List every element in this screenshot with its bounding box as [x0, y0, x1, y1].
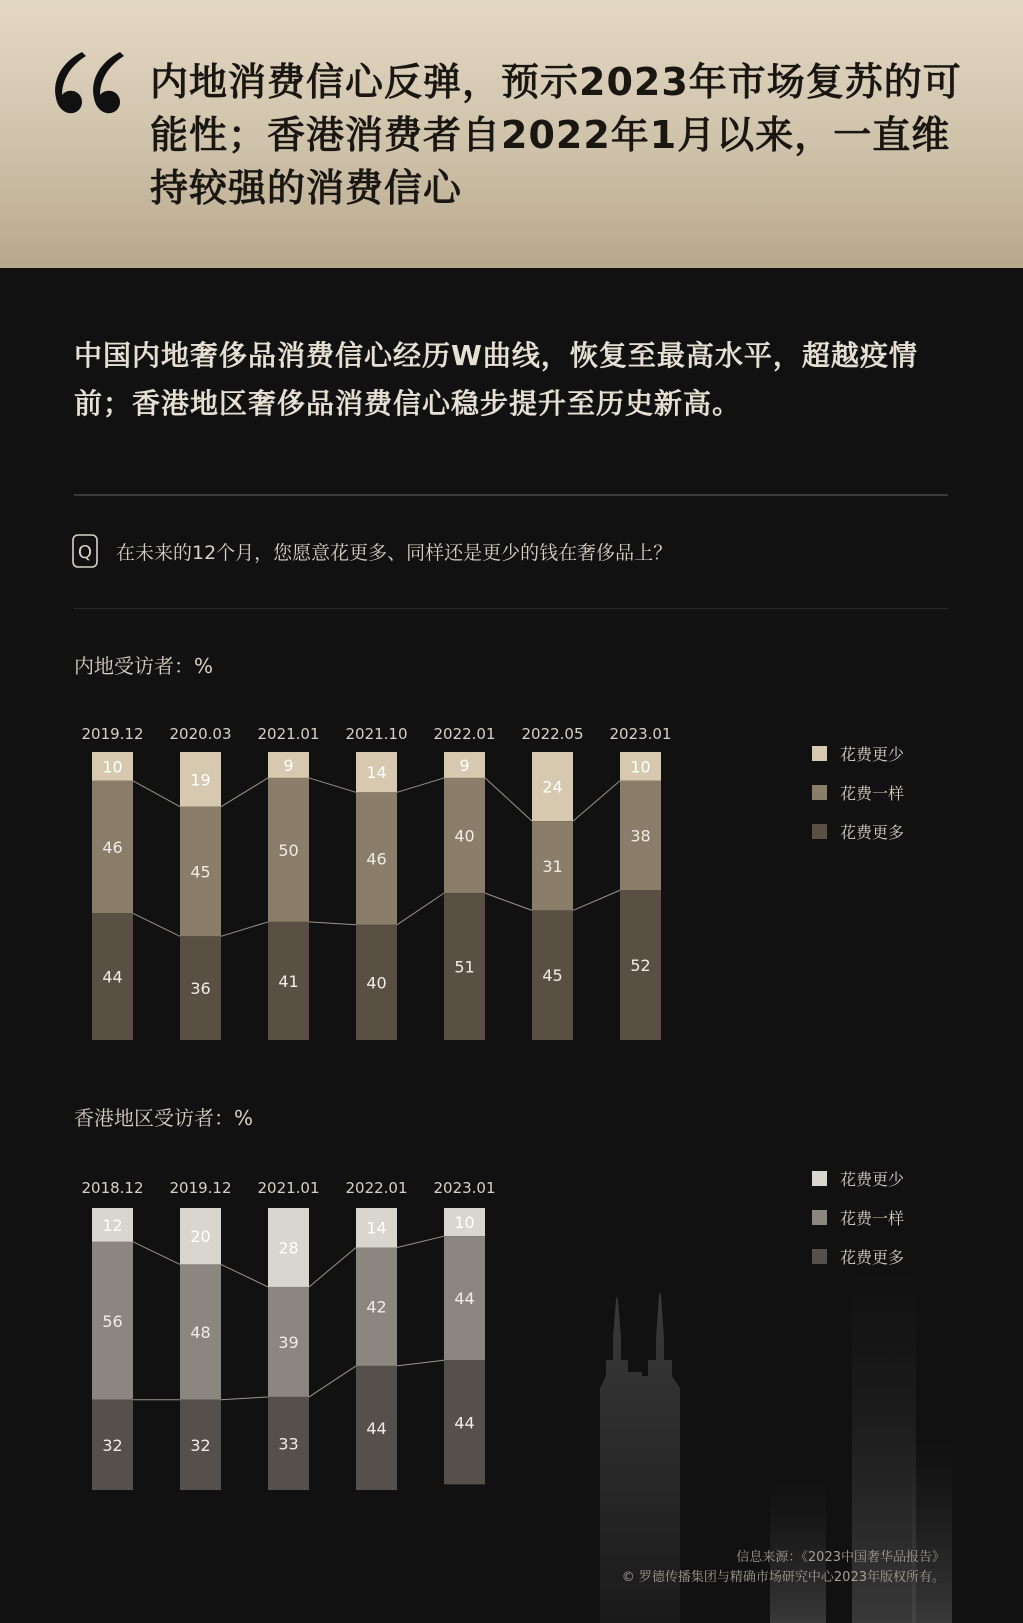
- hongkong-data-label: 10: [454, 1213, 475, 1233]
- hongkong-chart-title: 香港地区受访者：%: [74, 1106, 254, 1130]
- mainland-category-label: 2021.01: [257, 725, 320, 743]
- hongkong-category-label: 2023.01: [433, 1179, 496, 1197]
- hongkong-data-label: 32: [190, 1435, 211, 1455]
- hongkong-data-label: 44: [454, 1289, 475, 1309]
- mainland-data-label: 40: [454, 826, 475, 846]
- mainland-legend-swatch: [812, 824, 827, 839]
- mainland-data-label: 9: [459, 755, 470, 775]
- mainland-category-label: 2021.10: [345, 725, 408, 743]
- hongkong-connector-line: [133, 1242, 180, 1265]
- hongkong-connector-line: [309, 1247, 356, 1286]
- mainland-data-label: 46: [102, 838, 123, 858]
- mainland-data-label: 14: [366, 763, 387, 783]
- hongkong-category-label: 2021.01: [257, 1179, 320, 1197]
- mainland-connector-line: [485, 778, 532, 821]
- mainland-legend-swatch: [812, 785, 827, 800]
- hongkong-legend-label: 花费更多: [840, 1248, 905, 1267]
- mainland-data-label: 45: [542, 966, 563, 986]
- hongkong-data-label: 48: [190, 1323, 211, 1343]
- mainland-connector-line: [397, 893, 444, 925]
- mainland-data-label: 9: [283, 755, 294, 775]
- hongkong-data-label: 56: [102, 1311, 123, 1331]
- hongkong-category-label: 2018.12: [81, 1179, 144, 1197]
- hongkong-data-label: 32: [102, 1435, 123, 1455]
- mainland-data-label: 36: [190, 979, 211, 999]
- mainland-connector-line: [133, 781, 180, 807]
- mainland-data-label: 10: [102, 757, 123, 777]
- mainland-data-label: 38: [630, 826, 651, 846]
- hongkong-legend-label: 花费一样: [840, 1209, 905, 1228]
- mainland-connector-line: [573, 890, 620, 910]
- mainland-connector-line: [133, 913, 180, 936]
- mainland-data-label: 52: [630, 956, 651, 976]
- mainland-data-label: 31: [542, 856, 563, 876]
- hongkong-connector-line: [221, 1264, 268, 1287]
- mainland-data-label: 41: [278, 971, 299, 991]
- footer-source: 信息来源：《2023中国奢华品报告》: [736, 1550, 945, 1565]
- mainland-legend-label: 花费更多: [840, 823, 905, 842]
- mainland-data-label: 19: [190, 770, 211, 790]
- hongkong-legend-swatch: [812, 1249, 827, 1264]
- mainland-legend-swatch: [812, 746, 827, 761]
- survey-question: 在未来的12个月，您愿意花更多、同样还是更少的钱在奢侈品上？: [116, 542, 673, 564]
- mainland-data-label: 50: [278, 840, 299, 860]
- mainland-legend-label: 花费一样: [840, 784, 905, 803]
- intro-text: 中国内地奢侈品消费信心经历W曲线，恢复至最高水平，超越疫情前；香港地区奢侈品消费信心稳步提升至历史新高。: [74, 339, 918, 420]
- mainland-data-label: 10: [630, 757, 651, 777]
- mainland-connector-line: [309, 922, 356, 925]
- hongkong-connector-line: [397, 1360, 444, 1366]
- mainland-data-label: 46: [366, 849, 387, 869]
- hongkong-data-label: 39: [278, 1332, 299, 1352]
- mainland-data-label: 44: [102, 967, 123, 987]
- hongkong-category-label: 2022.01: [345, 1179, 408, 1197]
- mainland-category-label: 2023.01: [609, 725, 672, 743]
- mainland-data-label: 45: [190, 862, 211, 882]
- hongkong-data-label: 12: [102, 1215, 123, 1235]
- hongkong-data-label: 28: [278, 1238, 299, 1258]
- hongkong-connector-line: [397, 1236, 444, 1247]
- footer-copyright: © 罗德传播集团与精确市场研究中心2023年版权所有。: [621, 1570, 945, 1585]
- mainland-connector-line: [397, 778, 444, 792]
- hongkong-legend-label: 花费更少: [840, 1170, 905, 1189]
- hongkong-data-label: 42: [366, 1297, 387, 1317]
- hongkong-data-label: 20: [190, 1227, 211, 1247]
- hongkong-legend-swatch: [812, 1210, 827, 1225]
- hongkong-legend-swatch: [812, 1171, 827, 1186]
- mainland-connector-line: [485, 893, 532, 910]
- hongkong-connector-line: [309, 1366, 356, 1397]
- mainland-category-label: 2022.05: [521, 725, 584, 743]
- mainland-chart-title: 内地受访者：%: [74, 654, 214, 678]
- mainland-connector-line: [309, 778, 356, 792]
- mainland-data-label: 51: [454, 957, 475, 977]
- mainland-connector-line: [221, 778, 268, 807]
- mainland-legend-label: 花费更少: [840, 745, 905, 764]
- mainland-data-label: 24: [542, 777, 563, 797]
- hongkong-connector-line: [221, 1397, 268, 1400]
- mainland-category-label: 2020.03: [169, 725, 232, 743]
- hongkong-category-label: 2019.12: [169, 1179, 232, 1197]
- question-icon-letter: Q: [77, 542, 93, 563]
- hongkong-data-label: 14: [366, 1218, 387, 1238]
- mainland-connector-line: [573, 781, 620, 821]
- mainland-category-label: 2019.12: [81, 725, 144, 743]
- mainland-connector-line: [221, 922, 268, 936]
- mainland-data-label: 40: [366, 973, 387, 993]
- hongkong-data-label: 44: [366, 1418, 387, 1438]
- header-title: 内地消费信心反弹，预示2023年市场复苏的可能性；香港消费者自2022年1月以来，一直维持较强的消费信心: [150, 60, 962, 210]
- mainland-category-label: 2022.01: [433, 725, 496, 743]
- hongkong-data-label: 33: [278, 1434, 299, 1454]
- hongkong-data-label: 44: [454, 1413, 475, 1433]
